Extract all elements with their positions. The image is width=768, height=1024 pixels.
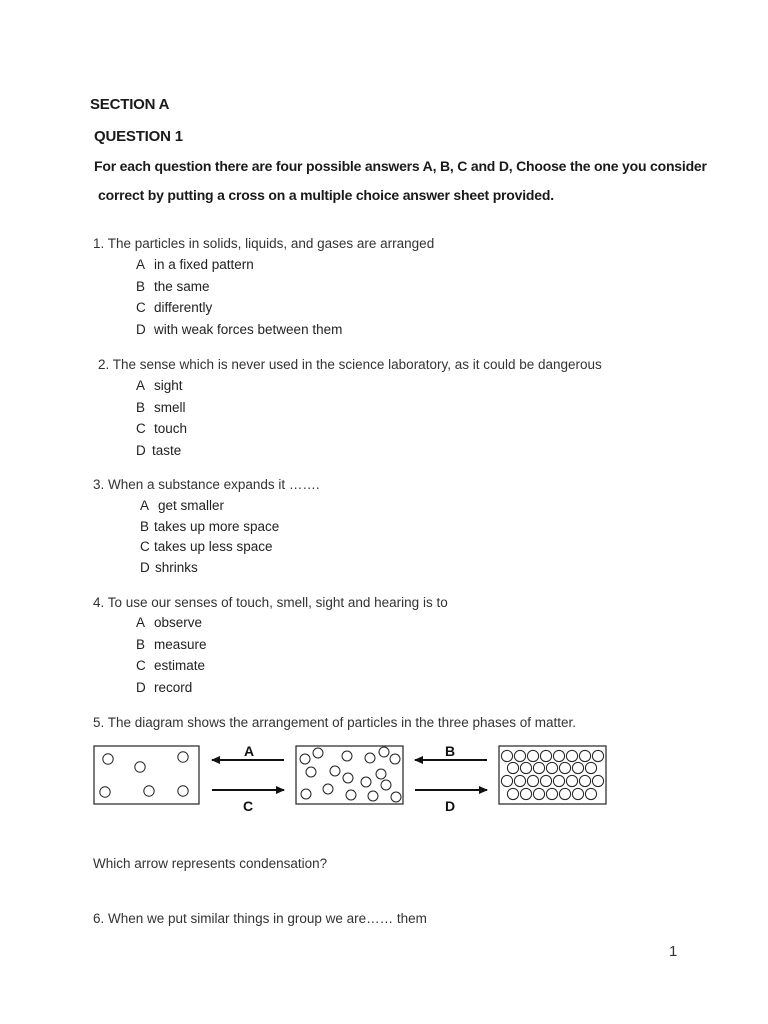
option-letter: D — [140, 560, 150, 575]
option-letter: C — [140, 539, 150, 554]
option-letter: B — [140, 519, 150, 534]
option-letter: B — [136, 279, 146, 294]
section-heading: SECTION A — [90, 96, 170, 113]
question-3-stem: 3. When a substance expands it ……. — [93, 477, 320, 492]
question-heading: QUESTION 1 — [94, 128, 183, 145]
option-letter: A — [136, 378, 146, 393]
option-letter: B — [136, 637, 146, 652]
option-text: smell — [154, 400, 186, 415]
option-letter: D — [136, 680, 146, 695]
arrow-label-c: C — [243, 798, 254, 814]
option-text: touch — [154, 421, 188, 436]
option-letter: A — [136, 615, 146, 630]
option-text: shrinks — [155, 560, 198, 575]
option-letter: D — [136, 322, 146, 337]
option-letter: C — [136, 300, 146, 315]
question-6-stem: 6. When we put similar things in group we are…… them — [93, 911, 427, 926]
option-text: with weak forces between them — [154, 322, 343, 337]
question-2-stem: 2. The sense which is never used in the science laboratory, as it could be dangerous — [98, 357, 602, 372]
instructions-line-2: correct by putting a cross on a multiple choice answer sheet provided. — [98, 187, 554, 203]
question-4-stem: 4. To use our senses of touch, smell, sight and hearing is to — [93, 595, 448, 610]
option-text: sight — [154, 378, 183, 393]
option-text: differently — [154, 300, 213, 315]
option-letter: D — [136, 443, 146, 458]
option-text: get smaller — [158, 498, 225, 513]
question-5-stem: 5. The diagram shows the arrangement of particles in the three phases of matter. — [93, 715, 577, 730]
arrow-label-b: B — [445, 743, 456, 759]
option-text: taste — [152, 443, 182, 458]
instructions-line-1: For each question there are four possible answers A, B, C and D, Choose the one you consider — [94, 158, 707, 174]
option-text: the same — [154, 279, 210, 294]
option-text: measure — [154, 637, 207, 652]
option-letter: C — [136, 658, 146, 673]
option-text: estimate — [154, 658, 206, 673]
option-letter: C — [136, 421, 146, 436]
option-text: takes up more space — [154, 519, 280, 534]
page-number: 1 — [669, 943, 678, 960]
option-text: in a fixed pattern — [154, 257, 254, 272]
option-text: observe — [154, 615, 203, 630]
option-text: takes up less space — [154, 539, 273, 554]
liquid-box — [296, 746, 403, 804]
arrow-label-a: A — [244, 743, 255, 759]
option-letter: A — [136, 257, 146, 272]
question-1-stem: 1. The particles in solids, liquids, and gases are arranged — [93, 236, 435, 251]
option-text: record — [154, 680, 193, 695]
condensation-question: Which arrow represents condensation? — [93, 856, 328, 871]
option-letter: A — [140, 498, 150, 513]
option-letter: B — [136, 400, 146, 415]
arrow-label-d: D — [445, 798, 456, 814]
